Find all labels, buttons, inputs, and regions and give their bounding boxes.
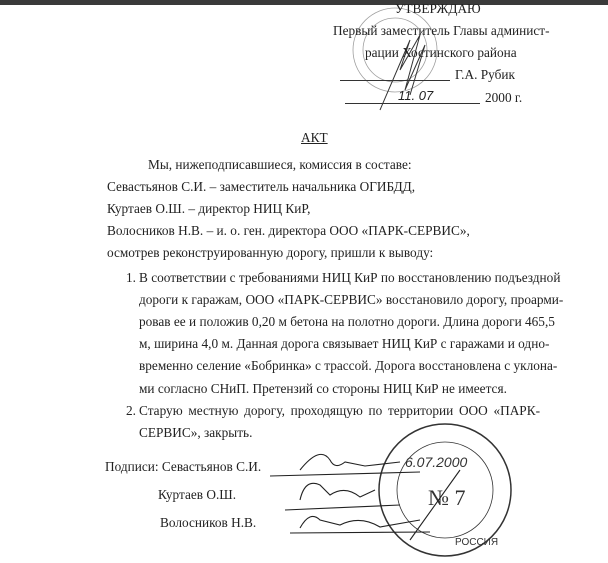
item-line: ми согласно СНиП. Претензий со стороны НИЦ КиР не имеется. [139, 381, 507, 396]
item-line: дороги к гаражам, ООО «ПАРК-СЕРВИС» восстановило дорогу, проарми- [139, 292, 564, 307]
item-number: 2. [126, 403, 136, 418]
approval-line1: Первый заместитель Главы админист- [333, 23, 550, 38]
item-line: ровав ее и положив 0,20 м бетона на полотно дороги. Длина дороги 465,5 [139, 314, 555, 329]
signatures-label: Подписи: Севастьянов С.И. [105, 459, 262, 474]
approval-date: 11. 07 [398, 88, 434, 103]
signatory-name: Куртаев О.Ш. [158, 487, 237, 502]
approval-heading: УТВЕРЖДАЮ [395, 1, 481, 16]
member-line: Куртаев О.Ш. – директор НИЦ КиР, [107, 201, 311, 216]
member-line: Севастьянов С.И. – заместитель начальника ОГИБДД, [107, 179, 416, 194]
approval-signer: Г.А. Рубик [455, 67, 515, 82]
approval-year: 2000 г. [485, 90, 523, 105]
stamp-date: 6.07.2000 [405, 454, 468, 470]
stamp-number: № 7 [428, 485, 466, 510]
item-line: СЕРВИС», закрыть. [139, 425, 253, 440]
document-title: АКТ [301, 130, 328, 145]
intro-line: Мы, нижеподписавшиеся, комиссия в составе: [148, 157, 412, 172]
item-line: В соответствии с требованиями НИЦ КиР по восстановлению подъездной [139, 270, 561, 285]
signatory-name: Волосников Н.В. [160, 515, 257, 530]
item-number: 1. [126, 270, 136, 285]
item-line: Старую местную дорогу, проходящую по территории ООО «ПАРК- [139, 403, 540, 418]
signature-line [340, 80, 450, 81]
item-line: временно селение «Бобринка» с трассой. Дорога восстановлена с уклона- [139, 358, 558, 373]
item-line: м, ширина 4,0 м. Данная дорога связывает НИЦ КиР с гаражами и одно- [139, 336, 550, 351]
approval-line2: рации Хостинского района [365, 45, 517, 60]
stamp-text: РОССИЯ [455, 537, 499, 548]
member-line: Волосников Н.В. – и. о. ген. директора ООО «ПАРК-СЕРВИС», [107, 223, 470, 238]
conclusion-line: осмотрев реконструированную дорогу, пришли к выводу: [107, 245, 434, 260]
date-line [345, 103, 480, 104]
